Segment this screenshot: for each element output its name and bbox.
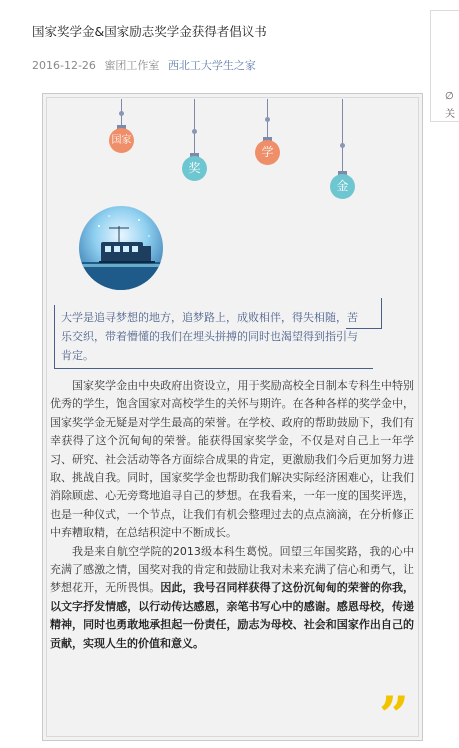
train-night-illustration-icon [79,206,163,290]
lantern-jiang [182,99,208,183]
lantern-label: 金 [330,174,355,199]
paragraph-2-bold: 因此，我号召同样获得了这份沉甸甸的荣誉的你我，以文字抒发情感，以行动传达感恩，亲笔书写心中的感谢。感恩母校，传递精神，同时也勇敢地承担起一份责任，励志为母校、社会和国家作出自己的贡献，实现人生的价值和意义。 [50,581,414,650]
article-title: 国家奖学金&国家励志奖学金获得者倡议书 [32,24,267,39]
side-panel-text-1: ∅ [445,91,454,102]
article-meta [32,57,432,73]
account-link[interactable]: 西北工大学生之家 [167,59,256,72]
lantern-string [342,99,343,173]
side-qr-panel[interactable] [430,10,459,122]
publish-date: 2016-12-26 [32,59,96,72]
body-paragraph-2 [50,543,414,653]
lantern-knot [119,111,124,116]
author-name: 蜜团工作室 [104,59,160,72]
train-illustration [79,206,163,290]
lantern-label: 学 [255,140,280,165]
intro-quote: 大学是追寻梦想的地方，追梦路上，成败相伴，得失相随，苦乐交织，带着懵懂的我们在埋头拼搏的同时也渴望得到指引与肯定。 [54,305,373,369]
article-card [42,93,423,747]
paragraph-2-normal: 我是来自航空学院的2013级本科生葛悦。回望三年国奖路，我的心中充满了感激之情，国奖对我的肯定和鼓励让我对未来充满了信心和勇气，让梦想花开，无所畏惧。 [50,544,414,595]
lantern-label: 国家 [109,128,134,153]
lantern-jin [330,99,356,201]
lantern-knot [340,143,345,148]
lantern-label: 奖 [182,156,207,181]
closing-quote-icon: ” [379,686,409,747]
side-panel-text-2: 关 [445,109,455,120]
body-paragraph-1: 国家奖学金由中央政府出资设立，用于奖励高校全日制本专科生中特别优秀的学生，饱含国家对高校学生的关怀与期许。在各种各样的奖学金中，国家奖学金无疑是对学生最高的荣誉。在学校、政府的帮助鼓励下，我们有幸获得了这个沉甸甸的荣誉。能获得国家奖学金，不仅是对自己上一年学习、研究、社会活动等各方面综合成果的肯定，更激励我们今后更加努力进取、挑战自我。同时，国家奖学金也帮助我们解决实际经济困难心，让我们消除顾虑、心无旁骛地追寻自己的梦想。在我看来，一年一度的国奖评选，也是一种仪式，一个节点，让我们有机会整理过去的点点滴滴，在分析修正中弃糟取精，在总结积淀中不断成长。 [50,379,414,540]
lantern-knot [265,117,270,122]
lantern-knot [192,129,197,134]
lantern-xue [255,99,281,167]
lantern-guojia [109,99,135,155]
article-body [50,377,414,653]
lantern-string [194,99,195,155]
